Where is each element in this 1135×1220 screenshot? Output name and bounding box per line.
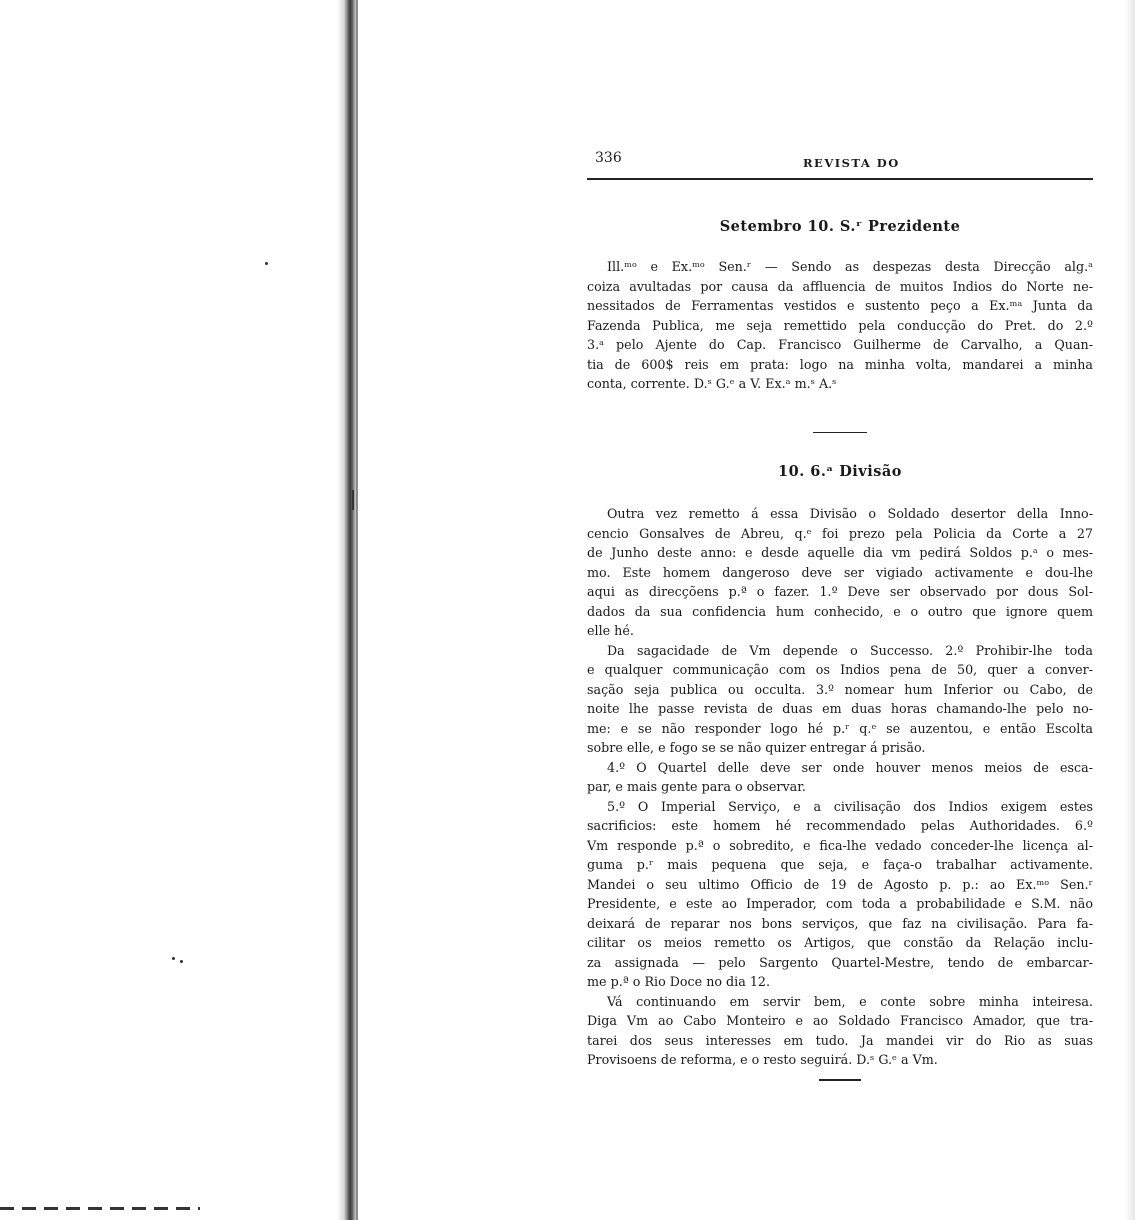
text-line: noite lhe passe revista de duas em duas horas chamando-lhe pelo no- (587, 701, 1093, 716)
section-separator (813, 432, 867, 434)
text-line: aqui as direcçõens p.ª o fazer. 1.º Deve ser observado por dous Sol- (587, 584, 1093, 599)
text-line: mo. Este homem dangeroso deve ser vigiado activamente e dou-lhe (587, 564, 1093, 580)
text-line: Da sagacidade de Vm depende o Successo. 2.º Prohibir-lhe toda (607, 642, 1093, 658)
text-line: tia de 600$ reis em prata: logo na minha volta, mandarei a minha (587, 356, 1093, 372)
letter-2-paragraph-2 (587, 641, 1093, 758)
text-line: sobre elle, e fogo se se não quizer entregar á prisão. (587, 740, 926, 755)
text-line: sação seja publica ou occulta. 3.º nomear hum Inferior ou Cabo, de (587, 681, 1093, 697)
text-line: tarei dos seus interesses em tudo. Ja mandei vir do Rio as suas (587, 1032, 1093, 1048)
printed-page (587, 150, 1093, 1081)
text-line: coiza avultadas por causa da affluencia de muitos Indios do Norte ne- (587, 278, 1093, 294)
text-line: Presidente, e este ao Imperador, com toda a probabilidade e S.M. não (587, 896, 1093, 911)
gutter-shadow-line (356, 0, 358, 1220)
text-line: de Junho deste anno: e desde aquelle dia vm pedirá Soldos p.ᵃ o mes- (587, 545, 1093, 560)
text-line: Diga Vm ao Cabo Monteiro e ao Soldado Francisco Amador, que tra- (587, 1013, 1093, 1028)
page-edge (1125, 0, 1135, 1220)
text-line: me: e se não responder logo hé p.ʳ q.ᵉ se auzentou, e então Escolta (587, 720, 1093, 736)
text-line: 5.º O Imperial Serviço, e a civilisação dos Indios exigem estes (607, 798, 1093, 814)
scan-artifact-dashes (0, 1207, 200, 1210)
text-line: cilitar os meios remetto os Artigos, que constão da Relação inclu- (587, 935, 1093, 950)
text-line: Vá continuando em servir bem, e conte sobre minha inteiresa. (607, 993, 1093, 1009)
text-line: Outra vez remetto á essa Divisão o Soldado desertor della Inno- (607, 506, 1093, 521)
running-title: REVISTA DO (803, 156, 900, 170)
letter-2-heading: 10. 6.ᵃ Divisão (778, 463, 902, 480)
end-separator (819, 1079, 861, 1082)
text-line: 3.ᵃ pelo Ajente do Cap. Francisco Guilherme de Carvalho, a Quan- (587, 337, 1093, 352)
running-head (587, 150, 1093, 176)
text-line: par, e mais gente para o observar. (587, 779, 806, 794)
letter-2-paragraph-3 (587, 758, 1093, 797)
book-gutter (338, 0, 358, 1220)
text-line: guma p.ʳ mais pequena que seja, e faça-o trabalhar activamente. (587, 857, 1093, 872)
text-line: 4.º O Quartel delle deve ser onde houver menos meios de esca- (607, 759, 1093, 775)
text-line: e qualquer communicação com os Indios pena de 50, quer a conver- (587, 662, 1093, 677)
text-line: sacrificios: este homem hé recommendado pelas Authoridades. 6.º (587, 818, 1093, 833)
letter-2-paragraph-1 (587, 504, 1093, 641)
text-line: cencio Gonsalves de Abreu, q.ᵉ foi prezo pela Policia da Corte a 27 (587, 525, 1093, 541)
header-rule (587, 178, 1093, 180)
text-line: Provisoens de reforma, e o resto seguirá. D.ˢ G.ᵉ a Vm. (587, 1052, 938, 1067)
letter-2-paragraph-5 (587, 992, 1093, 1070)
text-line: Ill.ᵐᵒ e Ex.ᵐᵒ Sen.ʳ — Sendo as despezas desta Direcção alg.ᵃ (607, 259, 1093, 274)
text-line: deixará de reparar nos bons serviços, que faz na civilisação. Para fa- (587, 915, 1093, 931)
text-line: conta, corrente. D.ˢ G.ᵉ a V. Ex.ᵃ m.ˢ A.ˢ (587, 376, 837, 391)
letter-1-heading: Setembro 10. S.ʳ Prezidente (719, 218, 961, 235)
letter-1-body (587, 257, 1093, 394)
text-line: Vm responde p.ª o sobredito, e fica-lhe vedado conceder-lhe licença al- (587, 837, 1093, 853)
letter-2-paragraph-4 (587, 797, 1093, 992)
text-line: me p.ª o Rio Doce no dia 12. (587, 974, 770, 989)
text-line: Fazenda Publica, me seja remettido pela conducção do Pret. do 2.º (587, 317, 1093, 333)
text-line: za assignada — pelo Sargento Quartel-Mestre, tendo de embarcar- (587, 954, 1093, 970)
text-line: elle hé. (587, 623, 634, 638)
text-line: nessitados de Ferramentas vestidos e sustento peço a Ex.ᵐᵃ Junta da (587, 298, 1093, 313)
page-number: 336 (595, 150, 622, 166)
text-line: dados da sua confidencia hum conhecido, e o outro que ignore quem (587, 603, 1093, 619)
blank-facing-page (0, 0, 338, 1220)
text-line: Mandei o seu ultimo Officio de 19 de Agosto p. p.: ao Ex.ᵐᵒ Sen.ʳ (587, 876, 1093, 892)
